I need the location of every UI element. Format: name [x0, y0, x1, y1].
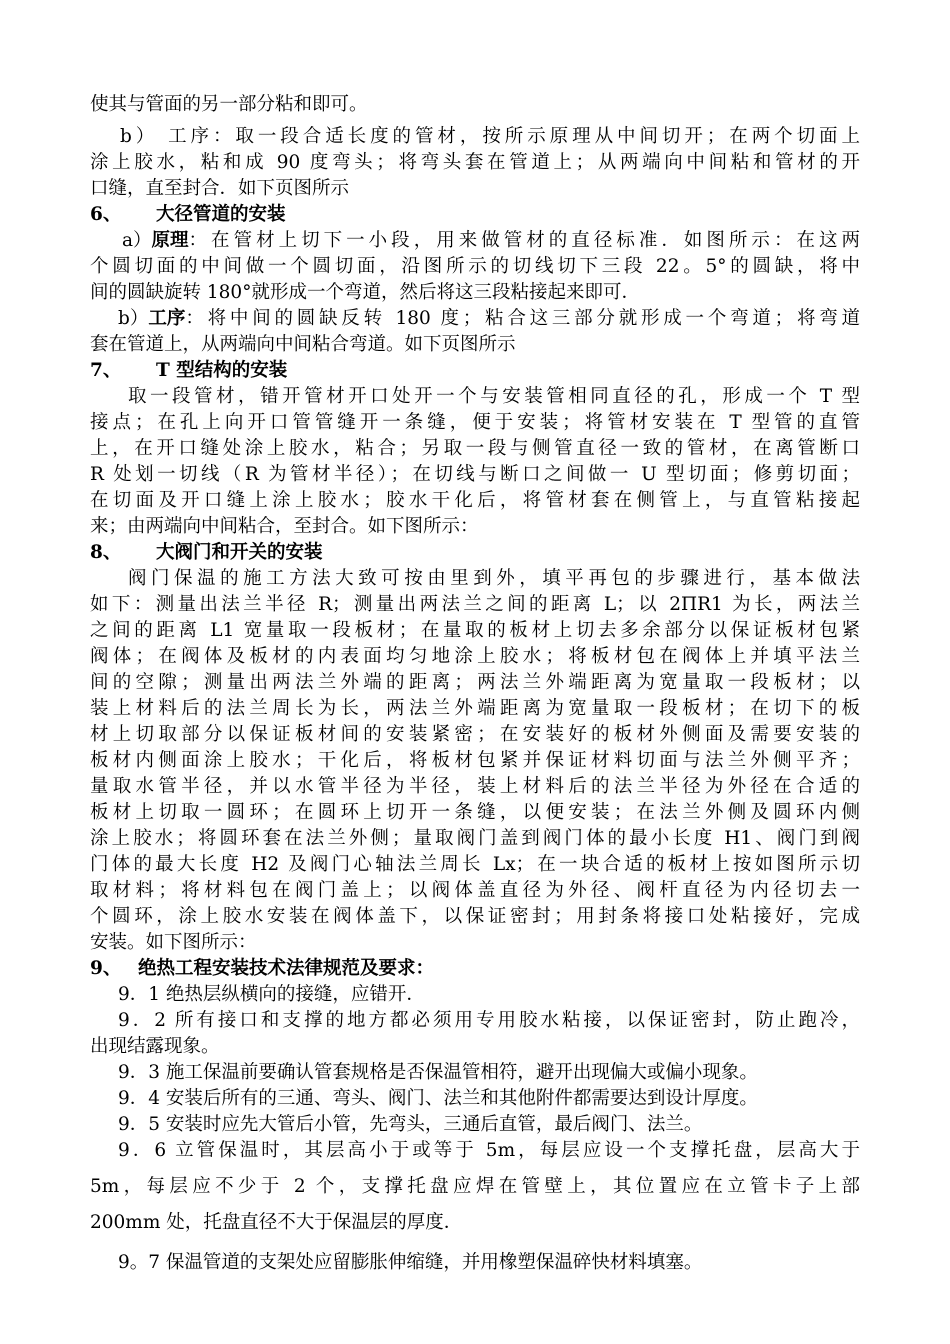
paragraph-line: 来；由两端向中间粘合，至封合。如下图所示： [90, 516, 479, 537]
paragraph-line: 装上材料后的法兰周长为长，两法兰外端距离为宽量取一段板材；在切下的板 [90, 698, 860, 719]
section-heading-6 [90, 202, 286, 228]
list-marker: b） [118, 308, 149, 329]
paragraph-line: 口缝，直至封合．如下页图所示 [90, 178, 350, 199]
requirement-item: 9．4 安装后所有的三通、弯头、阀门、法兰和其他附件都需要达到设计厚度。 [118, 1088, 758, 1109]
paragraph-line: 阀体；在阀体及板材的内表面均匀地涂上胶水；将板材包在阀体上并填平法兰 [90, 646, 860, 667]
paragraph-line: 套在管道上，从两端向中间粘合弯道。如下页图所示 [90, 334, 516, 355]
requirement-item: 9．1 绝热层纵横向的接缝，应错开． [118, 984, 425, 1005]
section-title: 大阀门和开关的安装 [156, 542, 323, 563]
paragraph-line: 在切面及开口缝上涂上胶水；胶水干化后，将管材套在侧管上，与直管粘接起 [90, 490, 860, 511]
requirement-item: 9．6 立管保温时，其层高小于或等于 5m，每层应设一个支撑托盘，层高大于 [118, 1140, 860, 1161]
paragraph-line: 个圆环，涂上胶水安装在阀体盖下，以保证密封；用封条将接口处粘接好，完成 [90, 906, 860, 927]
requirement-item-continued: 5m，每层应不少于 2 个，支撑托盘应焊在管壁上，其位置应在立管卡子上部 [90, 1176, 860, 1197]
paragraph-line: 间的圆缺旋转 180°就形成一个弯道，然后将这三段粘接起来即可． [90, 282, 640, 303]
paragraph-line: 门体的最大长度 H2 及阀门心轴法兰周长 Lx；在一块合适的板材上按如图所示切 [90, 854, 860, 875]
paragraph-text: ：在管材上切下一小段，用来做管材的直径标准．如图所示：在这两 [188, 230, 860, 251]
requirement-item: 9．3 施工保温前要确认管套规格是否保温管相符，避开出现偏大或偏小现象。 [118, 1062, 758, 1083]
paragraph-line: 阀门保温的施工方法大致可按由里到外，填平再包的步骤进行，基本做法 [128, 568, 860, 589]
paragraph-line: 之间的距离 L1 宽量取一段板材；在量取的板材上切去多余部分以保证板材包紧 [90, 620, 860, 641]
paragraph-line: 如下：测量出法兰半径 R；测量出两法兰之间的距离 L；以 2ΠR1 为长，两法兰 [90, 594, 860, 615]
paragraph-line: b） 工序：取一段合适长度的管材，按所示原理从中间切开；在两个切面上 [120, 126, 860, 147]
paragraph-line: 安装。如下图所示： [90, 932, 257, 953]
section-title: 大径管道的安装 [156, 204, 286, 225]
requirement-item: 9．5 安装时应先大管后小管，先弯头，三通后直管，最后阀门、法兰。 [118, 1114, 703, 1135]
paragraph-text: ：将中间的圆缺反转 180 度；粘合这三部分就形成一个弯道；将弯道 [185, 308, 860, 329]
inline-bold-label: 原理 [151, 230, 189, 251]
paragraph-line: 板材内侧面涂上胶水；干化后，将板材包紧并保证材料切面与法兰外侧平齐； [90, 750, 860, 771]
paragraph-line: 涂上胶水；将圆环套在法兰外侧；量取阀门盖到阀门体的最小长度 H1、阀门到阀 [90, 828, 860, 849]
paragraph-line: 上，在开口缝处涂上胶水，粘合；另取一段与侧管直径一致的管材，在离管断口 [90, 438, 860, 459]
paragraph-line: 使其与管面的另一部分粘和即可。 [90, 94, 368, 115]
paragraph-line: 取材料；将材料包在阀门盖上；以阀体盖直径为外径、阀杆直径为内径切去一 [90, 880, 860, 901]
section-title: T 型结构的安装 [156, 360, 288, 381]
paragraph-line [118, 306, 860, 332]
paragraph-line: 接点；在孔上向开口管管缝开一条缝，便于安装；将管材安装在 T 型管的直管 [90, 412, 860, 433]
section-number: 6、 [90, 204, 122, 225]
paragraph-line: 间的空隙；测量出两法兰外端的距离；两法兰外端距离为宽量取一段板材；以 [90, 672, 860, 693]
list-marker: a） [122, 230, 152, 251]
requirement-item: 9。7 保温管道的支架处应留膨胀伸缩缝，并用橡塑保温碎快材料填塞。 [118, 1252, 703, 1273]
requirement-item: 9．2 所有接口和支撑的地方都必须用专用胶水粘接，以保证密封，防止跑冷， [118, 1010, 860, 1031]
section-heading-9 [90, 956, 434, 982]
paragraph-line: R 处划一切线（R 为管材半径）；在切线与断口之间做一 U 型切面；修剪切面； [90, 464, 860, 485]
section-number: 7、 [90, 360, 122, 381]
requirement-item-continued: 出现结露现象。 [90, 1036, 220, 1057]
section-number: 8、 [90, 542, 122, 563]
paragraph-line: 取一段管材，错开管材开口处开一个与安装管相同直径的孔，形成一个 T 型 [128, 386, 860, 407]
paragraph-line: 量取水管半径，并以水管半径为半径，装上材料后的法兰半径为外径在合适的 [90, 776, 860, 797]
paragraph-line: 个圆切面的中间做一个圆切面，沿图所示的切线切下三段 22。5°的圆缺，将中 [90, 256, 860, 277]
inline-bold-label: 工序 [148, 308, 186, 329]
paragraph-line: 材上切取部分以保证板材间的安装紧密；在安装好的板材外侧面及需要安装的 [90, 724, 860, 745]
section-heading-8 [90, 540, 323, 566]
section-heading-7 [90, 358, 287, 384]
section-title: 绝热工程安装技术法律规范及要求： [138, 958, 435, 979]
section-number: 9、 [90, 958, 122, 979]
requirement-item-continued: 200mm 处，托盘直径不大于保温层的厚度． [90, 1212, 463, 1233]
paragraph-line [122, 228, 860, 254]
paragraph-line: 涂上胶水，粘和成 90 度弯头；将弯头套在管道上；从两端向中间粘和管材的开 [90, 152, 860, 173]
paragraph-line: 板材上切取一圆环；在圆环上切开一条缝，以便安装；在法兰外侧及圆环内侧 [90, 802, 860, 823]
